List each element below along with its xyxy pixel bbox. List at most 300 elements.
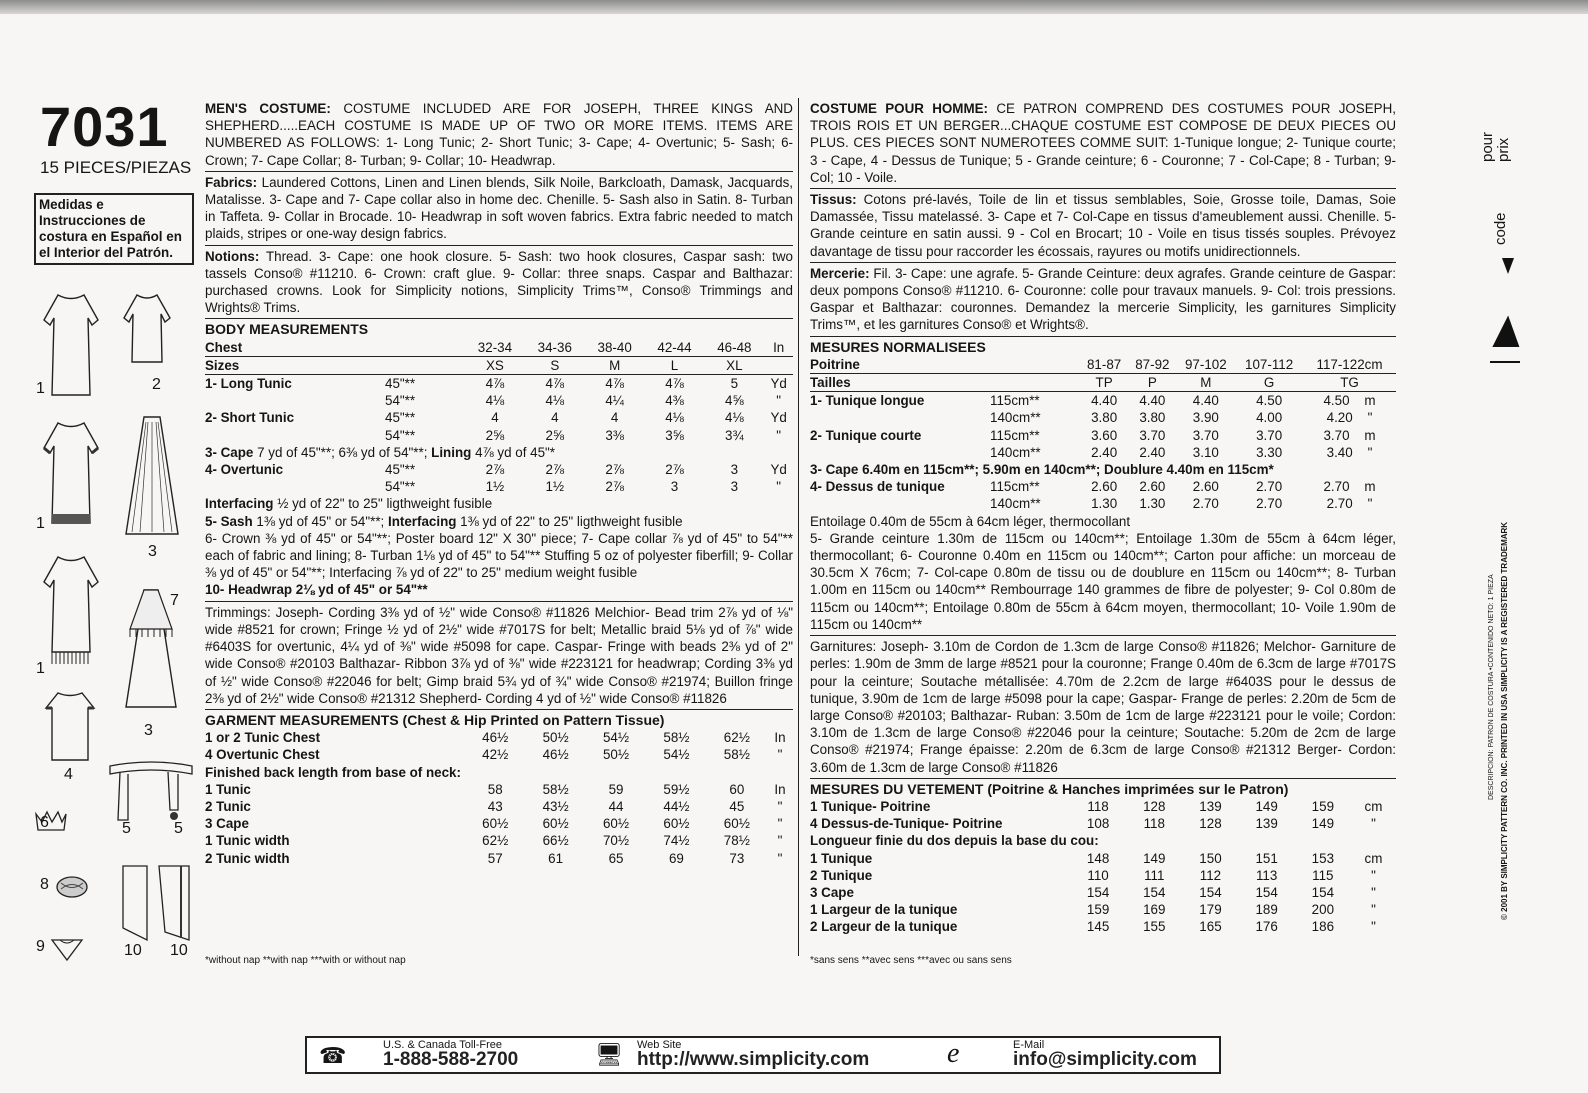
measure: 45: [729, 798, 745, 814]
price-code-mark: [1490, 258, 1520, 378]
measure: 70½: [602, 833, 630, 849]
meterage: 4.20: [1326, 410, 1353, 426]
unit: ": [1371, 884, 1376, 900]
unit: ": [777, 816, 783, 832]
yardage: 3: [730, 462, 739, 478]
figure-label: 1: [36, 660, 45, 677]
sizes-label: Sizes: [205, 357, 240, 373]
row-name: 1 Tunique- Poitrine: [810, 798, 931, 814]
unit: ": [777, 833, 783, 849]
meterage: 4.40: [1192, 393, 1219, 409]
yardage: 1½: [545, 479, 565, 495]
measure: 58½: [723, 747, 750, 763]
meterage: 4.00: [1256, 410, 1283, 426]
fabrics-title: Fabrics:: [205, 174, 258, 190]
yardage: 4⅛: [725, 410, 744, 426]
figure-label: 9: [36, 938, 45, 955]
yardage: 4⅛: [665, 410, 684, 426]
notions-title: Notions:: [205, 248, 260, 264]
fabric-width: 115cm**: [990, 393, 1040, 409]
row-name: 4 Overtunic Chest: [205, 747, 320, 763]
measure: 50½: [602, 747, 630, 763]
meterage: 4.40: [1139, 393, 1166, 409]
garment-measurements-table: [205, 712, 793, 867]
measure: 50½: [542, 730, 569, 746]
measure: 159: [1311, 798, 1335, 814]
row-name: 1 Largeur de la tunique: [810, 902, 958, 918]
meterage: 3.40: [1326, 444, 1353, 460]
mens-title-fr: COSTUME POUR HOMME:: [810, 101, 989, 116]
fabric-width: 140cm**: [990, 496, 1041, 512]
measure: 139: [1255, 816, 1278, 832]
yardage: 4: [491, 410, 499, 426]
measure: 112: [1199, 867, 1222, 883]
yardage: 3⅝: [665, 427, 684, 443]
chest-value: 32-34: [477, 339, 513, 355]
measure: 65: [608, 850, 624, 866]
fabric-width: 54"**: [385, 393, 416, 409]
yardage: 4⅛: [545, 393, 565, 409]
row-name: 1 Tunique: [810, 850, 873, 866]
figure-label: 6: [40, 814, 49, 831]
measure: 43½: [542, 798, 569, 814]
unit: ": [776, 393, 782, 409]
email-link[interactable]: info@simplicity.com: [1013, 1049, 1197, 1070]
sash-interfacing-text: 1⅜ yd of 22" to 25" ligthweight fusible: [460, 513, 683, 529]
yardage: 2⅞: [605, 462, 624, 478]
notions-section: [205, 246, 793, 320]
yardage: 5: [730, 376, 739, 392]
tissus-section: [810, 189, 1396, 263]
measure: 108: [1086, 816, 1110, 832]
cape-line-fr: 3- Cape 6.40m en 115cm**; 5.90m en 140cm**; Doublure 4.40m en 115cm*: [810, 462, 1274, 478]
measure: 60½: [663, 816, 690, 832]
measure: 43: [487, 798, 503, 814]
notions-text-fr: Fil. 3- Cape: une agrafe. 5- Grande Ceinture: deux agrafes. Grande ceinture de Gaspar: deux pompons Conso® #11210. 6- Couronne: colle pour travaux manuels. 9- Col: trois pressions. Gaspar et Balthazar: couronnes. Demandez la mercerie Simplicity, les garnitures Simplicity Trims™, et les garnitures Conso® et Wrights®.: [810, 265, 1396, 333]
row-name: 3 Cape: [810, 884, 854, 900]
back-length-title-fr: Longueur finie du dos depuis la base du cou:: [810, 833, 1099, 849]
measure: 149: [1255, 798, 1278, 814]
french-column: [810, 98, 1396, 938]
chest-value: 87-92: [1135, 356, 1170, 372]
figure-label: 7: [170, 592, 179, 609]
size-code: P: [1147, 375, 1157, 391]
footnote-en: *without nap **with nap ***with or without nap: [205, 955, 406, 966]
phone-icon: ☎: [319, 1043, 347, 1068]
row-name: 1- Long Tunic: [205, 376, 292, 392]
unit: ": [1371, 919, 1376, 935]
meterage: 3.80: [1091, 410, 1118, 426]
unit: ": [1367, 496, 1373, 512]
measure: 62½: [482, 833, 509, 849]
row-name: 2 Largeur de la tunique: [810, 919, 958, 935]
measure: 155: [1143, 919, 1166, 935]
yardage: 4⅞: [545, 376, 565, 392]
meterage: 1.30: [1091, 496, 1118, 512]
fabric-width: 45"**: [385, 376, 416, 392]
yardage: 3⅜: [605, 427, 624, 443]
measure: 179: [1199, 902, 1222, 918]
email-label: E-Mail: [1013, 1039, 1045, 1051]
measure: 154: [1311, 884, 1335, 900]
computer-icon: 🖥: [595, 1042, 623, 1067]
contact-bar: [305, 1036, 1221, 1074]
sizes-label-fr: Tailles: [810, 375, 851, 391]
headwrap-sketch: [119, 862, 193, 944]
web-link[interactable]: http://www.simplicity.com: [637, 1049, 870, 1070]
right-side-strip: [1440, 90, 1570, 990]
measure: 62½: [723, 730, 750, 746]
size-code: M: [609, 357, 621, 373]
short-tunic-sketch: [120, 290, 175, 370]
tunic-fringe-sketch: [36, 552, 106, 672]
unit: ": [777, 747, 783, 763]
meterage: 2.70: [1192, 496, 1219, 512]
measure: 60½: [602, 816, 630, 832]
fabric-width: 140cm**: [990, 444, 1041, 460]
long-tunic-sketch: [36, 290, 106, 400]
pieces-count: 15 PIECES/PIEZAS: [40, 158, 192, 177]
size-code: XL: [726, 357, 743, 373]
chest-unit: In: [773, 339, 785, 355]
row-name: 2- Tunique courte: [810, 427, 922, 443]
meterage: 4.40: [1091, 393, 1118, 409]
measure: 154: [1199, 884, 1222, 900]
unit: ": [777, 798, 783, 814]
entoilage-text: Entoilage 0.40m de 55cm à 64cm léger, thermocollant: [810, 513, 1131, 529]
measure: 159: [1086, 902, 1110, 918]
figure-label: 10: [124, 942, 142, 959]
measure: 118: [1143, 816, 1165, 832]
garnitures-section: [810, 636, 1396, 779]
english-column: [205, 98, 793, 869]
email-icon: e: [947, 1038, 960, 1069]
measure: 154: [1086, 884, 1110, 900]
chest-value: 46-48: [717, 339, 752, 355]
chest-value: 81-87: [1086, 356, 1122, 372]
fabric-width: 115cm**: [990, 479, 1040, 495]
pattern-number: 7031: [40, 95, 169, 158]
turban-sketch: [55, 874, 89, 900]
yardage: 2⅞: [545, 462, 565, 478]
meterage: 3.70: [1139, 427, 1166, 443]
yardage: 4⅞: [605, 376, 624, 392]
footnote-fr: *sans sens **avec sens ***avec ou sans sens: [810, 955, 1012, 966]
measure: 42½: [482, 747, 509, 763]
mesures-vetement-section: [810, 779, 1396, 938]
meterage: 2.60: [1091, 479, 1118, 495]
unit: ": [1367, 444, 1373, 460]
size-code: XS: [485, 357, 504, 373]
garment-title: GARMENT MEASUREMENTS (Chest & Hip Printed on Pattern Tissue): [205, 711, 665, 728]
meterage: 3.70: [1192, 427, 1219, 443]
measure: 73: [729, 850, 745, 866]
sash-label: 5- Sash: [205, 513, 253, 529]
overtunic-sketch: [40, 688, 100, 768]
measure: 186: [1311, 919, 1335, 935]
yardage: 3: [730, 479, 739, 495]
row-name: 1 Tunic: [205, 781, 251, 797]
figure-label: 4: [64, 766, 73, 783]
measure: 113: [1255, 867, 1278, 883]
unit: Yd: [770, 376, 787, 392]
figure-label: 2: [152, 376, 161, 393]
unit: ": [777, 850, 783, 866]
meterage: 2.60: [1139, 479, 1166, 495]
mesures-table: [810, 339, 1396, 513]
figure-label: 8: [40, 876, 49, 893]
meterage: 3.80: [1139, 410, 1166, 426]
measure: 149: [1143, 850, 1166, 866]
phone-number[interactable]: 1-888-588-2700: [383, 1049, 519, 1070]
size-code: G: [1263, 375, 1275, 391]
row-name: 4- Overtunic: [205, 462, 284, 478]
measure: 149: [1311, 816, 1335, 832]
size-code: TG: [1340, 375, 1359, 391]
unit: m: [1364, 427, 1376, 443]
fabric-width: 140cm**: [990, 410, 1041, 426]
measure: 54½: [602, 730, 630, 746]
mesures-normalisees-section: [810, 337, 1396, 636]
measure: 54½: [663, 747, 690, 763]
measure: 58½: [663, 730, 690, 746]
mens-text: COSTUME INCLUDED ARE FOR JOSEPH, THREE KINGS AND SHEPHERD.....EACH COSTUME IS MADE UP OF TWO OR MORE ITEMS. ITEMS ARE NUMBERED AS FOLLOWS: 1- Long Tunic; 2- Short Tunic; 3- Cape; 4- Overtunic; 5- Sash; 6- Crown; 7- Cape Collar; 8- Turban; 9- Collar; 10- Headwrap.: [205, 101, 793, 168]
fabric-width: 45"**: [385, 462, 416, 478]
description-text: DESCRIPCION: PATRON DE COSTURA •CONTENIDO NETO: 1 PIEZA: [1488, 574, 1495, 800]
mercerie-section: [810, 263, 1396, 337]
costume-homme-section: [810, 98, 1396, 189]
fabric-width: 115cm**: [990, 427, 1040, 443]
meterage: 3.70: [1323, 427, 1350, 443]
unit: ": [1371, 816, 1376, 832]
yardage: 4⅝: [725, 393, 744, 409]
measure: 61: [548, 850, 564, 866]
meterage: 3.90: [1192, 410, 1219, 426]
measure: 111: [1144, 867, 1165, 883]
mens-title: MEN'S COSTUME:: [205, 101, 331, 116]
figure-label: 5: [174, 820, 183, 837]
row-name: 2 Tunique: [810, 867, 873, 883]
headwrap-text: 10- Headwrap 2⅛ yd of 45" or 54"**: [205, 582, 428, 598]
unit: ": [1371, 867, 1376, 883]
lining-yardage: 4⅞ yd of 45"*: [475, 444, 556, 460]
measure: 59½: [663, 781, 690, 797]
price-label: pour prix: [1479, 131, 1512, 162]
measure: 60½: [723, 816, 750, 832]
unit: In: [774, 730, 786, 746]
yardage: 2⅞: [665, 462, 684, 478]
collar-sketch: [50, 936, 84, 962]
spanish-instructions-note: Medidas e Instrucciones de costura en Español en el Interior del Patrón.: [34, 193, 194, 265]
measure: 46½: [542, 747, 569, 763]
meterage: 2.60: [1192, 479, 1219, 495]
mesures-vetement-table: [810, 781, 1396, 936]
row-name: 4- Dessus de tunique: [810, 479, 945, 495]
row-name: 1 Tunic width: [205, 833, 290, 849]
sash-text: 1⅜ yd of 45" or 54"**;: [256, 513, 385, 529]
meterage: 1.30: [1139, 496, 1166, 512]
measure: 154: [1255, 884, 1278, 900]
meterage: 3.60: [1091, 427, 1118, 443]
chest-label: Chest: [205, 339, 243, 355]
mens-costume-section: [205, 98, 793, 172]
unit: m: [1364, 479, 1376, 495]
measure: 44: [608, 798, 624, 814]
size-code: TP: [1095, 375, 1113, 391]
figure-label: 5: [122, 820, 131, 837]
measure: 60½: [542, 816, 569, 832]
trimmings-text: Trimmings: Joseph- Cording 3⅜ yd of ½" wide Conso® #11826 Melchior- Bead trim 2⅞ yd of ⅛" wide #8521 for crown; Fringe ½ yd of 2½" wide #7017S for belt; Metallic braid 5⅛ yd of ⅞" wide #6403S for overtunic, 4¼ yd of ⅜" wide #5098 for cape. Caspar- Fringe with beads 2⅜ yd of 2" wide Conso® #20103 Balthazar- Ribbon 3⅞ yd of ⅜" wide #223121 for headwrap; Cording 3⅜ yd of ½" wide Conso® #22046 for belt; Gimp braid 5¾ yd of ¾" wide Conso® #21974; Buillon fringe 2⅜ yd of 2½" wide Conso® #21312 Shepherd- Cording 4 yd of ½" wide Conso® #11826: [205, 604, 793, 706]
measure: 150: [1199, 850, 1222, 866]
code-label: code: [1492, 212, 1509, 245]
measure: 57: [487, 850, 503, 866]
chest-label-fr: Poitrine: [810, 356, 860, 372]
yardage: 2⅞: [605, 479, 624, 495]
lining-label: Lining: [431, 444, 472, 460]
ceinture-couronne-text: 5- Grande ceinture 1.30m de 115cm ou 140cm**; Entoilage 1.30m de 55cm à 64cm léger, thermocollant; 6- Couronne 0.40m en 115cm ou 140cm**; Carton pour affiche: un morceau de 30.5cm X 76cm; 7- Col-cape 0.80m de tissu ou de doublure en 115cm ou 140cm**; 8- Turban 1.00m en 115cm ou 140cm** Rembourrage 140 grammes de fibre de polyester; 9- Col 0.80m de 115cm ou 140cm**; Entoilage 0.80m de 55cm à 64cm moyen, thermocollant; 10- Voile 1.90m de 115cm ou 140cm**: [810, 530, 1396, 632]
figure-label: 10: [170, 942, 188, 959]
yardage: 4: [610, 410, 619, 426]
yardage: 2⅞: [485, 462, 505, 478]
size-code: L: [670, 357, 679, 373]
unit: Yd: [770, 410, 787, 426]
figure-label: 1: [36, 380, 45, 397]
meterage: 3.30: [1256, 444, 1283, 460]
measure: 60½: [482, 816, 509, 832]
fabrics-text: Laundered Cottons, Linen and Linen blends, Silk Noile, Barkcloath, Damask, Jacquards, Matalisse. 3- Cape and 7- Cape collar also in home dec. Chenille. 5- Sash also in Satin. 8- Turban in Taffeta. 9- Collar in Brocade. 10- Headwrap in soft woven fabrics. Extra fabric needed to match plaids, stripes or one-way design fabrics.: [205, 174, 793, 242]
yardage: 4¼: [605, 393, 624, 409]
measure: 176: [1255, 919, 1278, 935]
crown-collar-turban-text: 6- Crown ⅜ yd of 45" or 54"**; Poster board 12" X 30" piece; 7- Cape collar ⅞ yd of 45" to 54"** each of fabric and lining; 8- Turban 1⅛ yd of 45" to 54"** Stuffing 5 oz of polyester fiberfill; 9- Collar ⅜ yd of 45" or 54"**; Interfacing ⅞ yd of 22" to 25" medium weight fusible: [205, 530, 793, 581]
interfacing-label: Interfacing: [205, 496, 274, 512]
chest-value: 97-102: [1184, 356, 1227, 372]
unit: ": [776, 427, 782, 443]
fabric-width: 45"**: [385, 410, 416, 426]
measure: 44½: [663, 798, 690, 814]
unit: cm: [1364, 798, 1383, 814]
chest-value: 42-44: [657, 339, 692, 355]
back-length-title: Finished back length from base of neck:: [205, 764, 461, 780]
figure-label: 3: [148, 543, 157, 560]
measure: 153: [1311, 850, 1335, 866]
notions-title-fr: Mercerie:: [810, 265, 870, 281]
fabrics-text-fr: Cotons pré-lavés, Toile de lin et tissus semblables, Soie, Grosse toile, Damas, Soie Damassée, Tissu matelassé. 3- Cape et 7- Col-Cape en tissus d'ameublement aussi. Chenille. 5- Grande ceinture en satin aussi. 9 - Col en Brocart; 10 - Voile en tisus tissés souples. Prévoyez davantage de tissu pour raccorder les écossais, rayures ou motifs unidirectionnels.: [810, 192, 1396, 259]
unit: m: [1364, 393, 1376, 409]
size-code: M: [1200, 375, 1212, 391]
meterage: 3.70: [1256, 427, 1283, 443]
measure: 128: [1199, 816, 1222, 832]
meterage: 3.10: [1192, 444, 1219, 460]
meterage: 2.70: [1326, 496, 1353, 512]
row-name: 1 or 2 Tunic Chest: [205, 730, 321, 746]
copyright-text: © 2001 BY SIMPLICITY PATTERN CO. INC. PRINTED IN USA SIMPLICITY IS A REGISTERED TRADEMARK: [1500, 521, 1509, 920]
garment-title-fr: MESURES DU VETEMENT (Poitrine & Hanches imprimées sur le Patron): [810, 780, 1289, 797]
notions-text: Thread. 3- Cape: one hook closure. 5- Sash: two hook closures, Caspar sash: two tassels Conso® #11210. 6- Crown: craft glue. 9- Collar: three snaps. Caspar and Balthazar: purchased crowns. Look for Simplicity notions, Simplicity Trims™, Conso® Trimmings and Wrights® Trims.: [205, 248, 793, 316]
measure: 148: [1086, 850, 1110, 866]
meterage: 2.40: [1091, 444, 1118, 460]
row-name: 1- Tunique longue: [810, 393, 925, 409]
unit: ": [1371, 902, 1376, 918]
envelope-top-edge: [0, 0, 1588, 14]
unit: ": [1367, 410, 1373, 426]
measure: 165: [1199, 919, 1222, 935]
measure: 128: [1143, 798, 1166, 814]
yardage: 4⅜: [665, 393, 684, 409]
row-name: 2 Tunic width: [205, 850, 290, 866]
cape-sketch: [122, 412, 182, 542]
measure: 58: [487, 781, 503, 797]
unit: In: [774, 781, 786, 797]
cape-yardage: 7 yd of 45"**; 6⅜ yd of 54"**;: [257, 444, 428, 460]
garnitures-text: Garnitures: Joseph- 3.10m de Cordon de 1.3cm de large Conso® #11826; Melchor- Garniture de perles: 1.90m de 3mm de large #8521 pour la couronne; Frange 0.40m de 6.3cm de large #7017S pour la ceinture; Soutache métallisée: 4.70m de 2.2cm de large #6403S pour le dessus de tunique, 3.90m de 1cm de large #5098 pour la cape; Gaspar- Frange de perles: 2.20m de 5cm de large Conso® #20103; Balthazar- Ruban: 3.50m de 1cm de large #223121 pour le voile; Cordon: 3.10m de 1.3cm de large Conso® #22046 pour la ceinture; Soutache: 5.20m de 2cm de large Conso® #21974; Frange épaisse: 2.20m de 6.3cm de large Conso® #21312 Berger- Cordon: 3.60m de 1.3cm de large Conso® #11826: [810, 639, 1396, 775]
meterage: 2.70: [1256, 496, 1283, 512]
yardage: 4⅞: [665, 376, 684, 392]
yardage: 2⅝: [485, 427, 505, 443]
chest-value: 38-40: [597, 339, 632, 355]
body-measurements-table: [205, 321, 793, 495]
figure-label: 1: [36, 515, 45, 532]
yardage: 3: [670, 479, 679, 495]
figure-label: 3: [144, 722, 153, 739]
yardage: 4⅛: [485, 393, 505, 409]
unit: cm: [1364, 850, 1383, 866]
meterage: 2.70: [1256, 479, 1283, 495]
measure: 74½: [663, 833, 690, 849]
fabrics-title-fr: Tissus:: [810, 192, 857, 208]
yardage: 4: [551, 410, 559, 426]
measure: 60: [729, 781, 745, 797]
row-name: 2- Short Tunic: [205, 410, 295, 426]
meterage: 2.40: [1139, 444, 1166, 460]
meterage: 4.50: [1256, 393, 1283, 409]
meterage: 2.70: [1323, 479, 1350, 495]
unit: ": [776, 479, 782, 495]
meterage: 4.50: [1323, 393, 1350, 409]
long-tunic-trim-sketch: [36, 418, 106, 528]
measure: 78½: [723, 833, 750, 849]
size-code: S: [550, 357, 560, 373]
column-divider: [798, 98, 799, 956]
measure: 58½: [542, 781, 569, 797]
measure: 200: [1311, 902, 1335, 918]
fabrics-section: [205, 172, 793, 246]
measure: 145: [1086, 919, 1110, 935]
interfacing-text: ½ yd of 22" to 25" ligthweight fusible: [277, 496, 493, 512]
measure: 110: [1087, 867, 1109, 883]
mens-text-fr: CE PATRON COMPREND DES COSTUMES POUR JOSEPH, TROIS ROIS ET UN BERGER...CHAQUE COSTUME EST COMPOSE DE DEUX PIECES OU PLUS. CES PIECES SONT NUMEROTEES COMME SUIT: 1-Tunique longue; 2- Tunique courte; 3 - Cape, 4 - Dessus de Tunique; 5 - Grande ceinture; 6 - Couronne; 7 - Col-Cape; 8 - Turban; 9- Col; 10 - Voile.: [810, 101, 1396, 185]
measure: 154: [1143, 884, 1166, 900]
row-name: 4 Dessus-de-Tunique- Poitrine: [810, 816, 1003, 832]
yardage: 1½: [485, 479, 505, 495]
measure: 59: [608, 781, 624, 797]
yardage: 2⅝: [545, 427, 565, 443]
row-name: 3 Cape: [205, 816, 249, 832]
measure: 118: [1087, 798, 1109, 814]
phone-label: U.S. & Canada Toll-Free: [383, 1039, 503, 1051]
measure: 189: [1255, 902, 1278, 918]
measure: 66½: [542, 833, 569, 849]
body-title: BODY MEASUREMENTS: [205, 321, 369, 338]
measure: 69: [668, 850, 684, 866]
sash-interfacing-label: Interfacing: [387, 513, 457, 529]
measure: 115: [1312, 867, 1334, 883]
row-name: 2 Tunic: [205, 798, 251, 814]
fabric-width: 54"**: [385, 479, 416, 495]
measure: 169: [1143, 902, 1166, 918]
measure: 46½: [482, 730, 509, 746]
yardage: 4⅞: [485, 376, 505, 392]
measure: 139: [1199, 798, 1222, 814]
